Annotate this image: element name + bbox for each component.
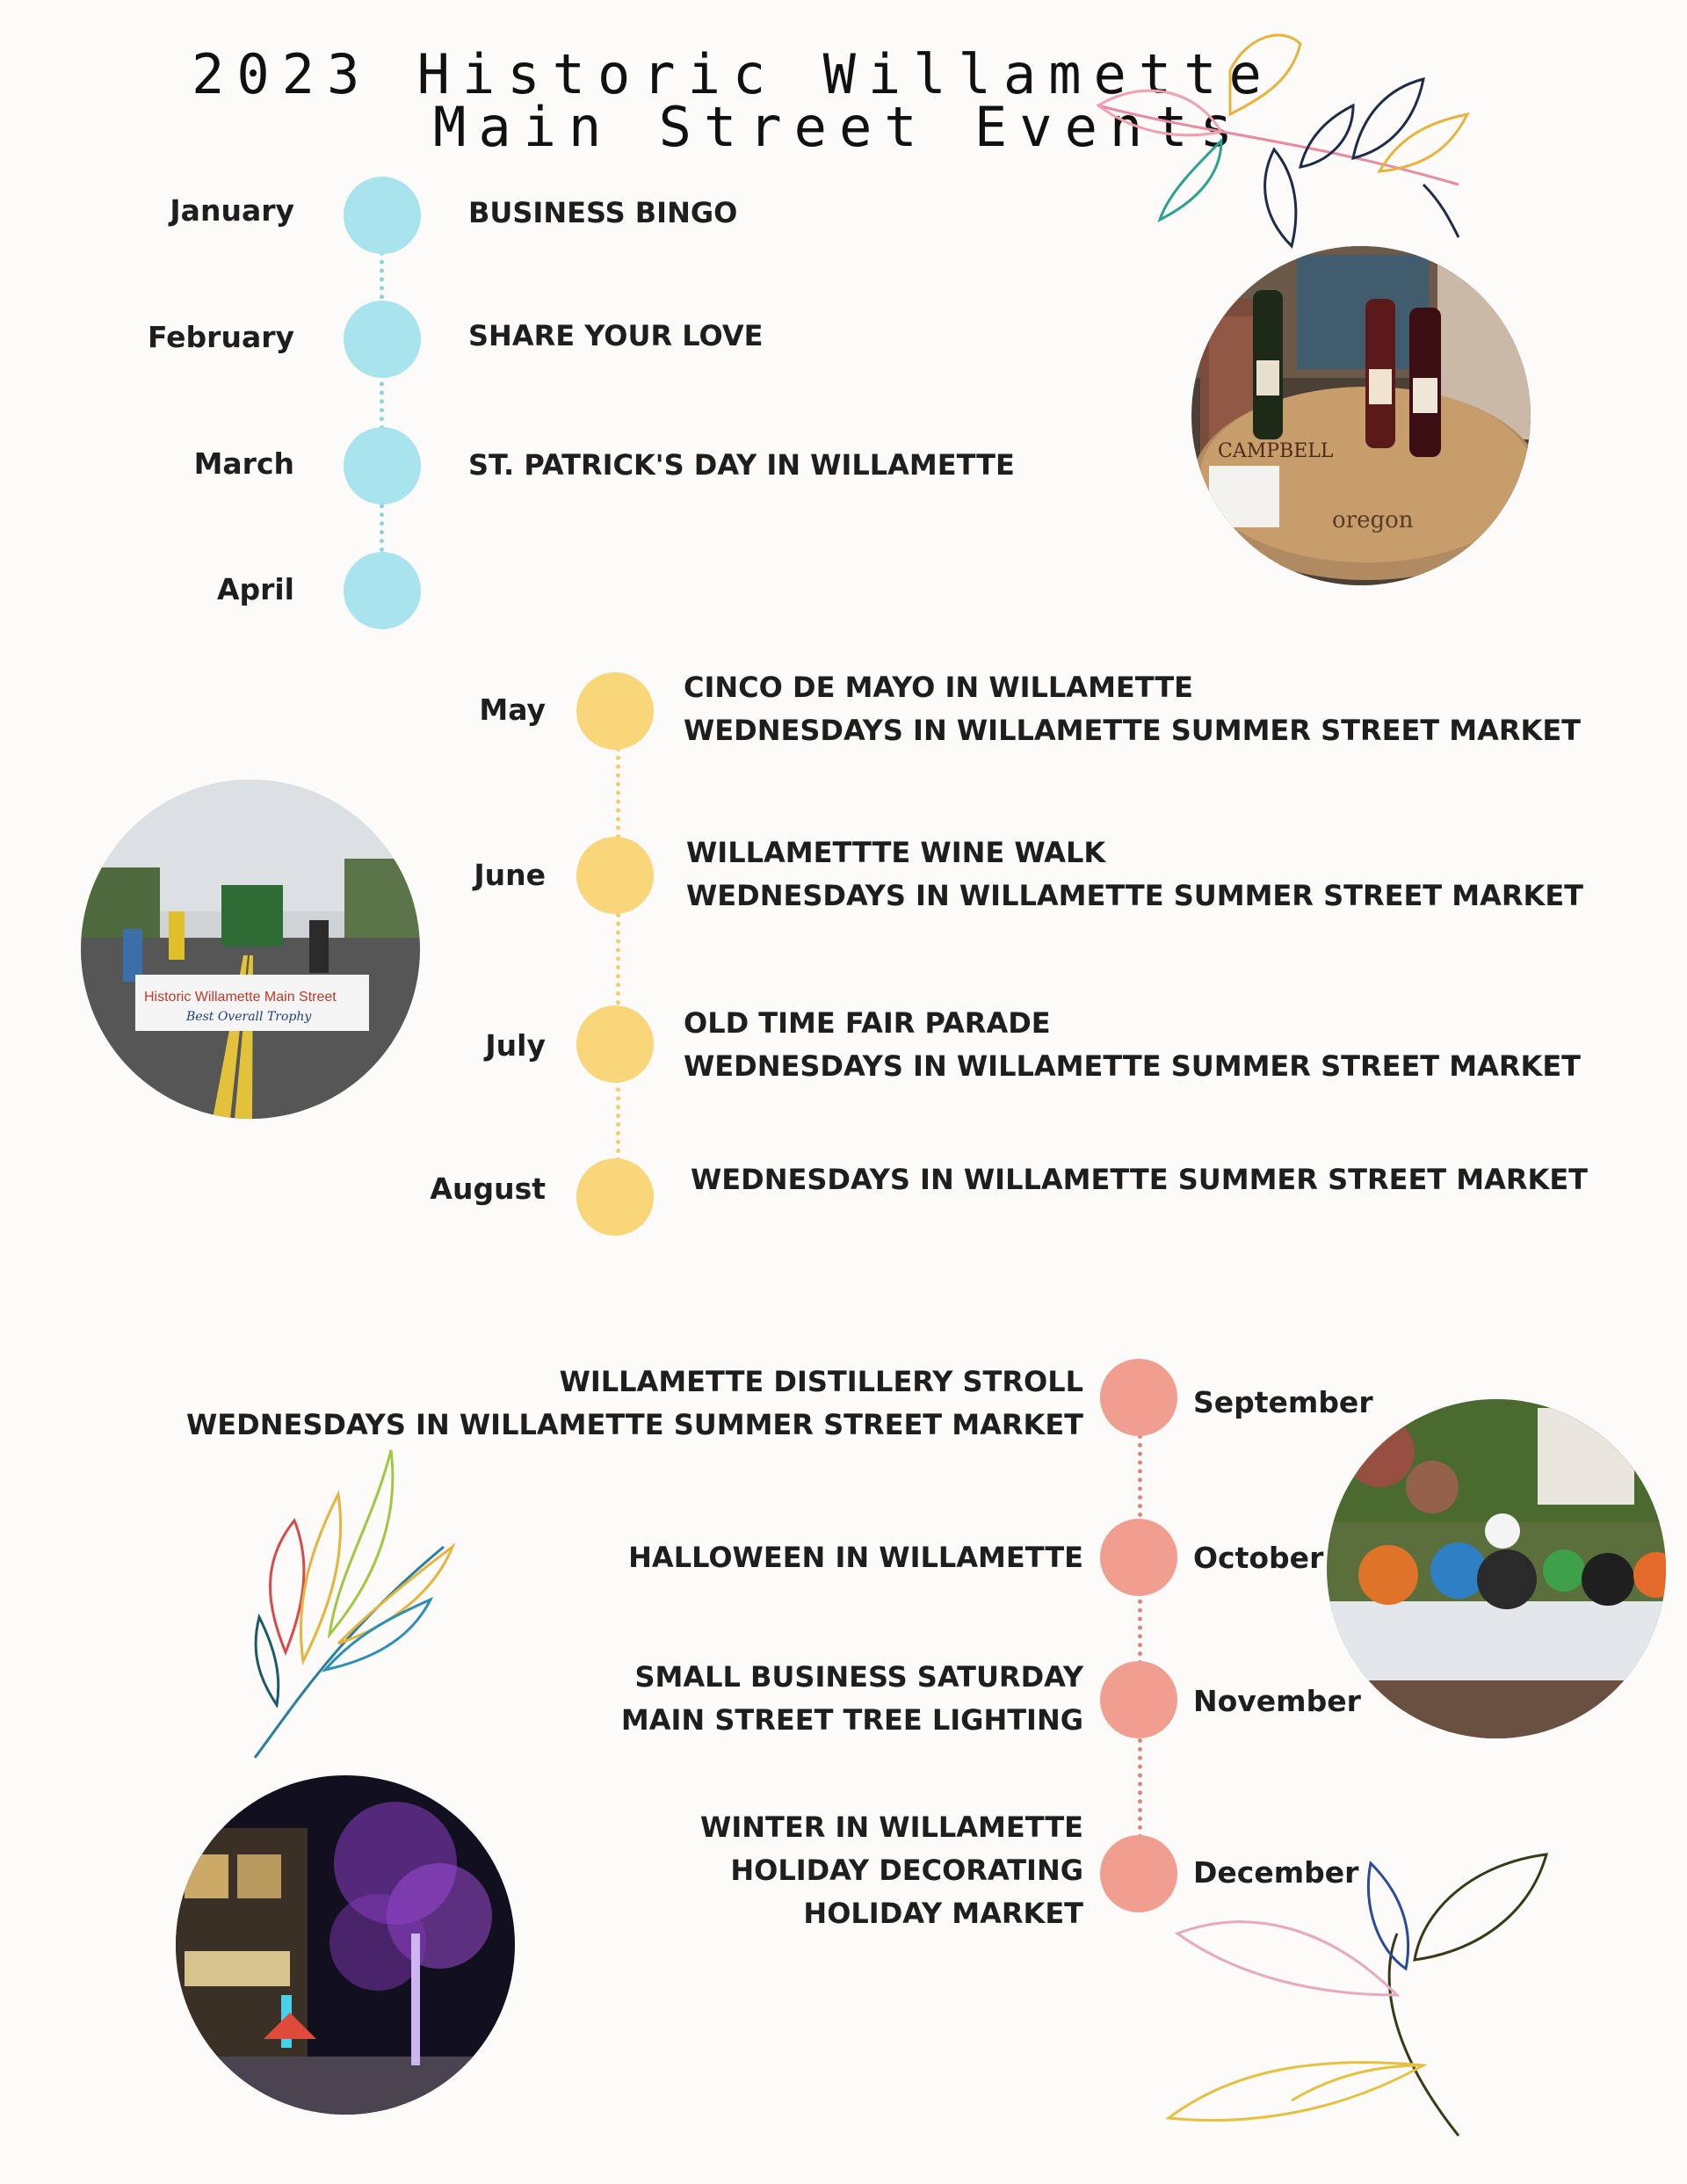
month-july: July	[485, 1028, 546, 1063]
event-tree-lighting: MAIN STREET TREE LIGHTING	[620, 1703, 1083, 1737]
event-small-business-saturday: SMALL BUSINESS SATURDAY	[634, 1660, 1083, 1694]
event-wednesdays-market: WEDNESDAYS IN WILLAMETTE SUMMER STREET MARKET	[186, 1408, 1083, 1441]
september-dot	[1100, 1359, 1177, 1436]
month-october: October	[1193, 1541, 1324, 1575]
event-list-december	[700, 1806, 1083, 1935]
february-dot	[344, 301, 421, 378]
month-march: March	[193, 446, 294, 481]
month-november: November	[1193, 1684, 1361, 1718]
april-dot	[344, 552, 421, 629]
event-holiday-decorating: HOLIDAY DECORATING	[730, 1854, 1083, 1887]
wine-brand-text: CAMPBELL	[1218, 440, 1334, 462]
month-february: February	[147, 320, 294, 354]
event-list-june	[686, 831, 1583, 918]
pumpkins-photo	[1327, 1399, 1666, 1738]
parade-banner-line2: Best Overall Trophy	[186, 1010, 312, 1024]
event-list-november	[621, 1656, 1083, 1742]
event-list-may	[684, 666, 1581, 752]
event-winter-in-willamette: WINTER IN WILLAMETTE	[700, 1810, 1083, 1844]
event-st-patricks-day: ST. PATRICK'S DAY IN WILLAMETTE	[468, 448, 1015, 482]
event-holiday-market: HOLIDAY MARKET	[803, 1897, 1083, 1930]
page-title-line1: 2023 Historic Willamette	[192, 42, 1274, 106]
event-share-your-love: SHARE YOUR LOVE	[468, 319, 764, 352]
event-wednesdays-market: WEDNESDAYS IN WILLAMETTE SUMMER STREET MARKET	[684, 1049, 1581, 1083]
event-list-october	[628, 1536, 1083, 1579]
wine-label-text: oregon	[1332, 507, 1414, 533]
event-wednesdays-market: WEDNESDAYS IN WILLAMETTE SUMMER STREET MARKET	[684, 714, 1581, 747]
winter-connector	[380, 216, 384, 587]
month-june: June	[474, 858, 546, 892]
august-dot	[576, 1158, 654, 1236]
month-january: January	[170, 193, 294, 228]
event-halloween: HALLOWEEN IN WILLAMETTE	[628, 1541, 1083, 1574]
event-wednesdays-market: WEDNESDAYS IN WILLAMETTE SUMMER STREET MARKET	[691, 1163, 1588, 1196]
march-dot	[344, 427, 421, 504]
may-dot	[576, 672, 654, 750]
parade-banner-line1: Historic Willamette Main Street	[144, 990, 337, 1005]
leaf-decoration-top-right	[1090, 18, 1476, 255]
month-december: December	[1193, 1855, 1359, 1890]
event-wednesdays-market: WEDNESDAYS IN WILLAMETTE SUMMER STREET MARKET	[686, 879, 1583, 912]
tree-lights-photo	[176, 1775, 515, 2115]
leaf-decoration-bottom-right	[1160, 1846, 1564, 2144]
event-old-time-fair-parade: OLD TIME FAIR PARADE	[684, 1006, 1051, 1040]
event-wine-walk: WILLAMETTTE WINE WALK	[686, 836, 1106, 869]
parade-photo	[81, 780, 420, 1119]
event-list-september	[186, 1360, 1083, 1447]
wine-photo	[1191, 246, 1531, 585]
event-list-july	[684, 1002, 1581, 1088]
summer-connector	[616, 747, 620, 1197]
fall-connector	[1138, 1434, 1142, 1856]
january-dot	[344, 177, 421, 254]
leaf-decoration-left	[242, 1441, 461, 1767]
month-may: May	[479, 693, 546, 727]
november-dot	[1100, 1661, 1177, 1738]
event-list-august	[691, 1158, 1588, 1201]
event-distillery-stroll: WILLAMETTE DISTILLERY STROLL	[559, 1365, 1083, 1398]
month-september: September	[1193, 1385, 1373, 1419]
july-dot	[576, 1005, 654, 1083]
october-dot	[1100, 1519, 1177, 1596]
event-cinco-de-mayo: CINCO DE MAYO IN WILLAMETTE	[684, 671, 1194, 704]
page-title-line2: Main Street Events	[433, 95, 1245, 159]
month-august: August	[430, 1172, 546, 1206]
june-dot	[576, 837, 654, 914]
month-april: April	[216, 572, 294, 606]
event-business-bingo: BUSINESS BINGO	[468, 196, 738, 229]
